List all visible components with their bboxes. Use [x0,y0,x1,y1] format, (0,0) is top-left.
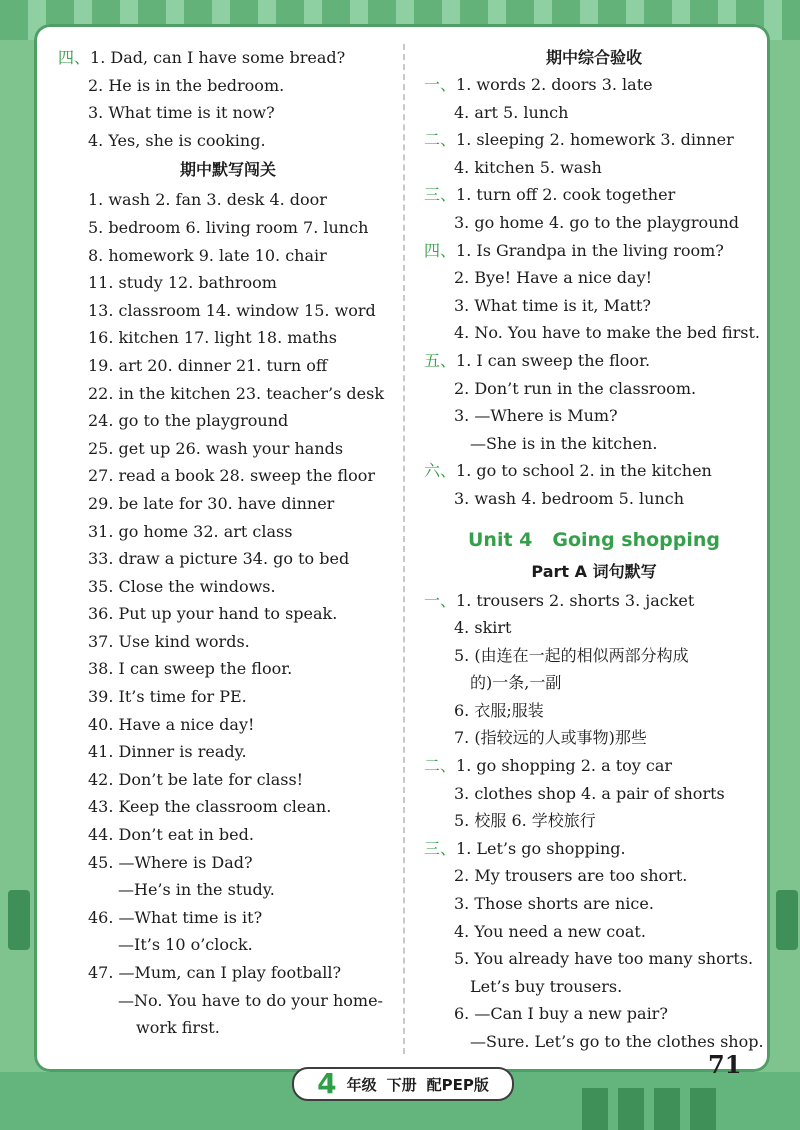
part-a-s3-line-7: 6. —Can I buy a new pair? [454,1004,668,1024]
right-column [424,44,764,1056]
side-tab-right [776,890,798,950]
dictation-line: —It’s 10 o’clock. [118,935,253,955]
dictation-line: 13. classroom 14. window 15. word [88,300,376,320]
dictation-line: 31. go home 32. art class [88,521,293,541]
footer-stripe [690,1088,716,1130]
answer-text: 1. turn off 2. cook together [456,185,676,205]
section-marker: 一、 [424,590,457,610]
volume-label: 下册 [386,1075,417,1094]
dictation-line: —He’s in the study. [118,880,275,900]
part-a-s3-line-1 [424,835,764,863]
column-divider [403,44,405,1054]
part-a-s3-line-2: 2. My trousers are too short. [454,866,688,886]
midterm-s1-line-2: 4. art 5. lunch [454,102,569,122]
answer-text: 1. go to school 2. in the kitchen [456,461,712,481]
part-a-s3-line-6: Let’s buy trousers. [470,976,623,996]
dictation-line: 45. —Where is Dad? [88,852,253,872]
dictation-line: 1. wash 2. fan 3. desk 4. door [88,190,327,210]
dictation-line: 19. art 20. dinner 21. turn off [88,355,328,375]
midterm-s4-line-3: 3. What time is it, Matt? [454,295,651,315]
midterm-s3-line-1 [424,181,764,209]
dictation-line: 47. —Mum, can I play football? [88,963,342,982]
side-tab-left [8,890,30,950]
dictation-line: 22. in the kitchen 23. teacher’s desk [88,383,385,403]
part-a-s2-line-1 [424,752,764,780]
left-column [58,44,398,1042]
dictation-line: 25. get up 26. wash your hands [88,438,344,458]
midterm-s3-line-2: 3. go home 4. go to the playground [454,212,740,232]
midterm-s6-line-1 [424,457,764,485]
dictation-line: 8. homework 9. late 10. chair [88,245,327,265]
section-marker: 二、 [424,130,457,150]
section-marker: 一、 [424,75,457,94]
dictation-line: 41. Dinner is ready. [88,742,247,762]
part-a-s3-line-8: —Sure. Let’s go to the clothes shop. [470,1032,764,1051]
midterm-heading: 期中综合验收 [545,48,642,67]
grade-number: 4 [317,1067,337,1100]
midterm-s1-line-1 [424,71,764,99]
section-marker: 三、 [424,838,457,858]
part-a-s1-line-1 [424,587,764,615]
part-a-s2-line-3: 5. 校服 6. 学校旅行 [454,811,596,831]
grade-badge [292,1067,514,1101]
midterm-s2-line-1 [424,126,764,154]
dictation-line: 40. Have a nice day! [88,714,255,734]
answer-text: 1. sleeping 2. homework 3. dinner [456,130,734,150]
answer-text: 1. Dad, can I have some bread? [90,48,346,67]
dictation-line: —No. You have to do your home- [118,990,383,1010]
part-a-s3-line-5: 5. You already have too many shorts. [454,949,754,969]
footer-stripe [654,1088,680,1130]
part-a-s1-line-5: 6. 衣服;服装 [454,700,544,720]
midterm-s4-line-4: 4. No. You have to make the bed first. [454,323,760,343]
part-a-s3-line-3: 3. Those shorts are nice. [454,894,654,914]
section-marker: 五、 [424,350,457,370]
part-a-s1-line-3: 5. (由连在一起的相似两部分构成 [454,645,689,665]
dictation-line: 27. read a book 28. sweep the floor [88,466,376,486]
part-a-s1-line-6: 7. (指较远的人或事物)那些 [454,728,647,748]
left-section4-line-3: 3. What time is it now? [88,103,275,123]
part-a-s3-line-4: 4. You need a new coat. [454,921,646,941]
unit-name: Going shopping [552,528,721,551]
midterm-s2-line-2: 4. kitchen 5. wash [454,157,602,177]
midterm-s6-line-2: 3. wash 4. bedroom 5. lunch [454,488,685,508]
part-a-s2-line-2: 3. clothes shop 4. a pair of shorts [454,783,725,803]
left-section4-line-4: 4. Yes, she is cooking. [88,130,266,150]
midterm-s4-line-2: 2. Bye! Have a nice day! [454,268,653,288]
answer-text: 1. Let’s go shopping. [456,838,626,858]
dictation-line: 5. bedroom 6. living room 7. lunch [88,217,369,237]
section-marker: 二、 [424,756,457,776]
grade-label: 年级 [346,1075,377,1094]
dictation-line: 11. study 12. bathroom [88,273,277,293]
part-a-s1-line-4: 的)一条,一副 [470,673,562,693]
dictation-line: 43. Keep the classroom clean. [88,797,332,817]
answer-text: 1. words 2. doors 3. late [456,75,653,94]
dictation-line: 33. draw a picture 34. go to bed [88,549,350,569]
midterm-s4-line-1 [424,237,764,265]
dictation-heading: 期中默写闯关 [179,160,276,180]
dictation-line: 35. Close the windows. [88,576,276,596]
unit-title [424,523,764,557]
part-a-s1-line-2: 4. skirt [454,618,512,638]
footer-stripe [582,1088,608,1130]
dictation-line: 42. Don’t be late for class! [88,769,304,789]
dictation-line: 37. Use kind words. [88,631,250,651]
answer-text: 1. Is Grandpa in the living room? [456,240,724,260]
section-marker: 四、 [58,48,91,67]
left-section4-line-1 [58,44,398,72]
midterm-s5-line-4: —She is in the kitchen. [470,433,658,453]
left-section4-line-2: 2. He is in the bedroom. [88,75,285,95]
midterm-s5-line-2: 2. Don’t run in the classroom. [454,378,697,398]
section-marker: 三、 [424,185,457,205]
page-number: 71 [708,1050,742,1079]
footer-stripe [618,1088,644,1130]
dictation-line: work first. [136,1018,220,1038]
unit-label: Unit 4 [467,528,533,551]
answer-text: 1. I can sweep the floor. [456,350,651,370]
midterm-s5-line-3: 3. —Where is Mum? [454,406,618,426]
dictation-line: 39. It’s time for PE. [88,687,247,707]
dictation-line: 24. go to the playground [88,411,289,431]
dictation-line: 36. Put up your hand to speak. [88,604,338,624]
section-marker: 六、 [424,461,457,481]
dictation-line: 46. —What time is it? [88,907,263,927]
answer-text: 1. go shopping 2. a toy car [456,756,673,776]
answer-text: 1. trousers 2. shorts 3. jacket [456,590,695,610]
midterm-s5-line-1 [424,347,764,375]
dictation-line: 38. I can sweep the floor. [88,659,293,679]
dictation-line: 16. kitchen 17. light 18. maths [88,328,337,348]
dictation-line: 44. Don’t eat in bed. [88,825,254,845]
section-marker: 四、 [424,240,457,260]
edition-label: 配PEP版 [426,1075,489,1094]
dictation-line: 29. be late for 30. have dinner [88,493,335,513]
part-title: Part A 词句默写 [531,561,657,581]
